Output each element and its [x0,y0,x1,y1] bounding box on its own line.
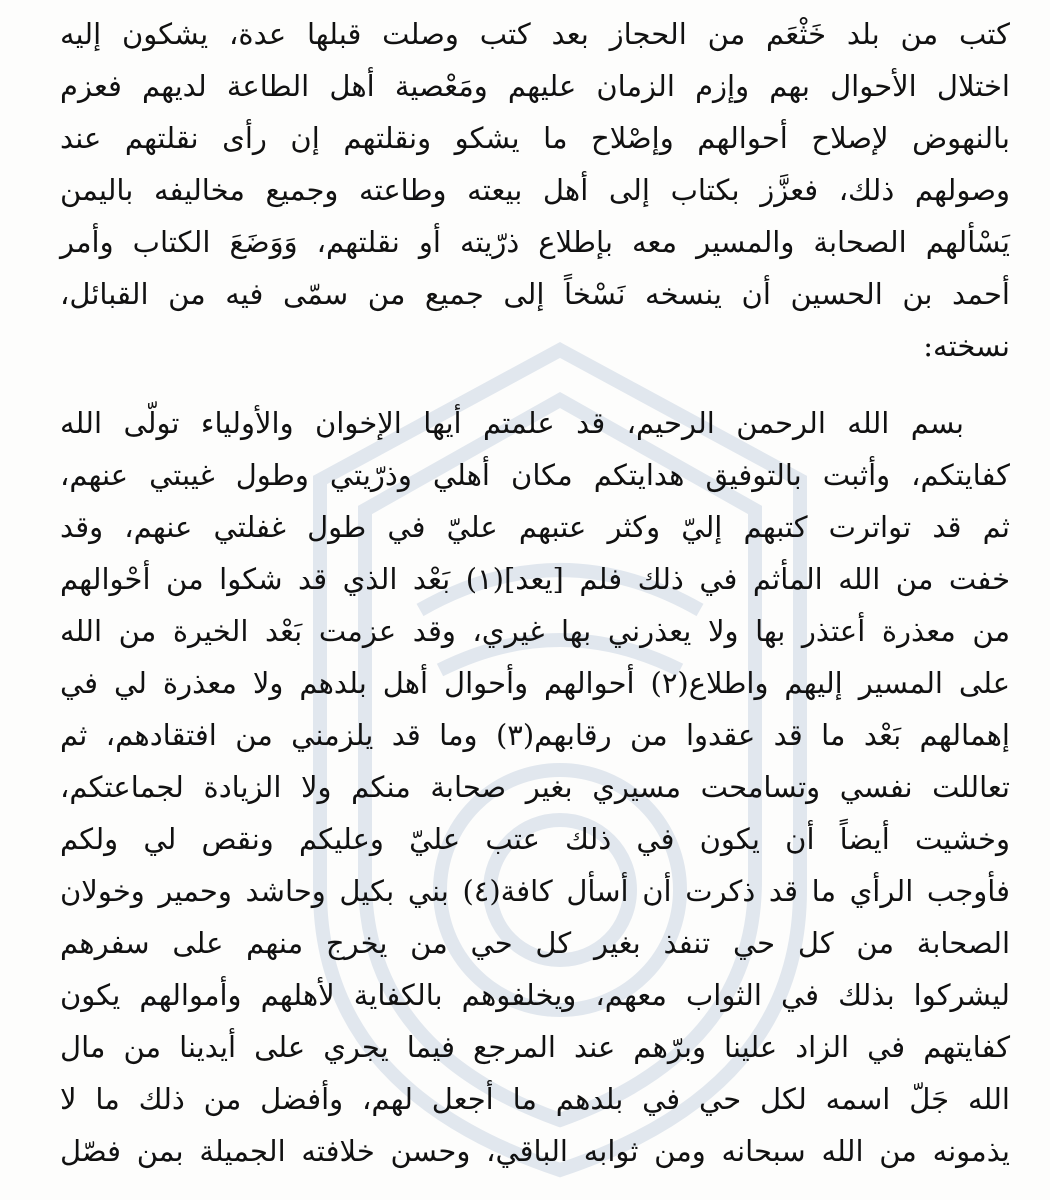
paragraph-gap [60,372,1010,397]
text-line: فأوجب الرأي ما قد ذكرت أن أسأل كافة(٤) بني بكيل وحاشد وحمير وخولان [60,874,1010,908]
text-line: إهمالهم بَعْد ما قد عقدوا من رقابهم(٣) وما قد يلزمني من افتقادهم، ثم [60,718,1010,752]
text-line: يَسْألهم الصحابة والمسير معه بإطلاع ذرّيته أو نقلتهم، وَوَضَعَ الكتاب وأمر [60,225,1010,259]
text-line: كتب من بلد خَثْعَم من الحجاز بعد كتب وصلت قبلها عدة، يشكون إليه [60,17,1010,51]
text-line: ثم قد تواترت كتبهم إليّ وكثر عتبهم عليّ في طول غفلتي عنهم، وقد [60,510,1010,544]
text-line: وصولهم ذلك، فعزَّز بكتاب إلى أهل بيعته وطاعته وجميع مخاليفه باليمن [60,173,1010,207]
text-line: ليشركوا بذلك في الثواب معهم، ويخلفوهم بالكفاية لأهلهم وأموالهم يكون [60,978,1010,1012]
text-line: أحمد بن الحسين أن ينسخه نَسْخاً إلى جميع من سمّى فيه من القبائل، [60,277,1010,311]
text-line: الصحابة من كل حي تنفذ بغير كل حي من يخرج منهم على سفرهم [60,926,1010,960]
text-line: بسم الله الرحمن الرحيم، قد علمتم أيها الإخوان والأولياء تولّى الله [60,406,964,440]
text-line: الله جَلّ اسمه لكل حي في بلدهم ما أجعل لهم، وأفضل من ذلك ما لا [60,1082,1010,1116]
text-line: تعاللت نفسي وتسامحت مسيري بغير صحابة منكم ولا الزيادة لجماعتكم، [60,770,1010,804]
book-text [60,8,1010,1177]
paragraph-letter [60,397,1010,1177]
text-line: كفايتهم في الزاد علينا وبرّهم عند المرجع فيما يجري على أيدينا من مال [60,1030,1010,1064]
text-line: وخشيت أيضاً أن يكون في ذلك عتب عليّ وعليكم ونقص لي ولكم [60,822,1010,856]
paragraph-introduction [60,8,1010,372]
text-line: بالنهوض لإصلاح أحوالهم وإصْلاح ما يشكو ونقلتهم إن رأى نقلتهم عند [60,121,1010,155]
text-line: نسخته: [923,329,1010,363]
text-line: من معذرة أعتذر بها ولا يعذرني بها غيري، وقد عزمت بَعْد الخيرة من الله [60,614,1010,648]
text-line: خفت من الله المأثم في ذلك فلم [يعد](١) بَعْد الذي قد شكوا من أحْوالهم [60,562,1010,596]
text-line: يذمونه من الله سبحانه ومن ثوابه الباقي، وحسن خلافته الجميلة بمن فصّل [60,1134,1010,1168]
text-line: على المسير إليهم واطلاع(٢) أحوالهم وأحوال أهل بلدهم ولا معذرة لي في [60,666,1010,700]
text-line: اختلال الأحوال بهم وإزم الزمان عليهم ومَعْصية أهل الطاعة لديهم فعزم [60,69,1010,103]
text-line: كفايتكم، وأثبت بالتوفيق هدايتكم مكان أهلي وذرّيتي وطول غيبتي عنهم، [60,458,1010,492]
